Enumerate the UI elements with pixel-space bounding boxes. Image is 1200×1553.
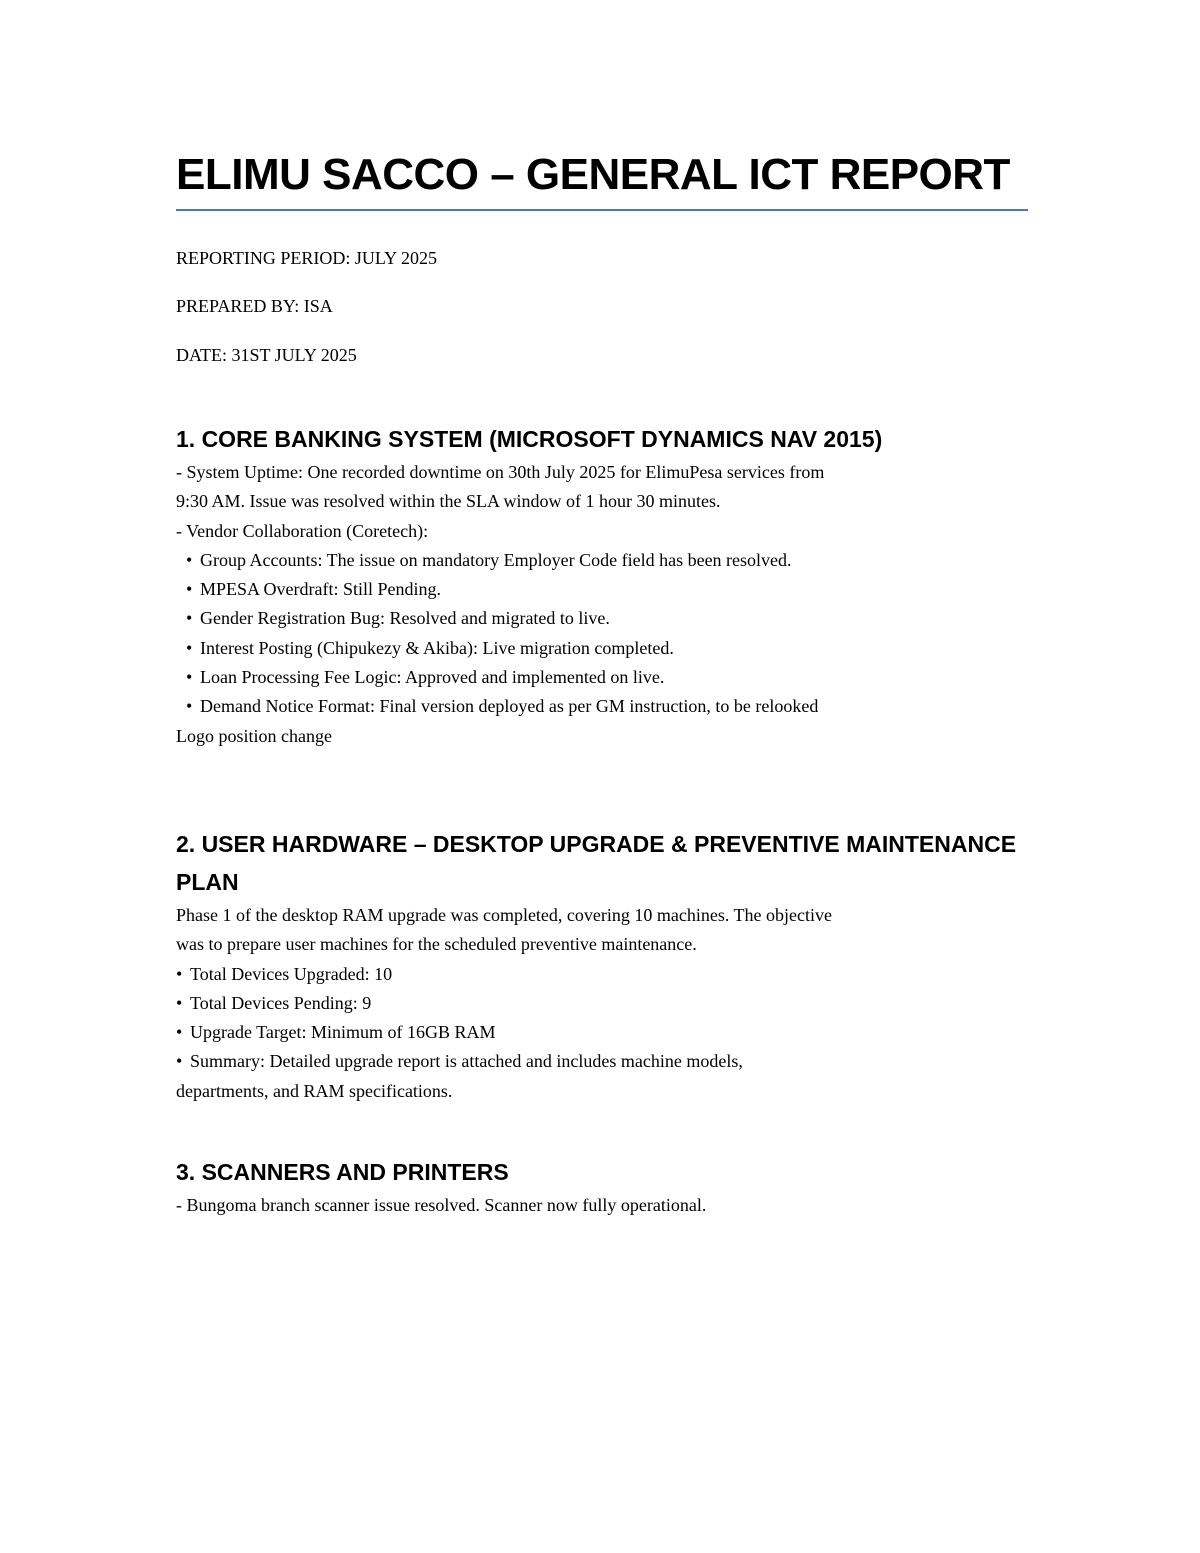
list-item (176, 663, 1028, 692)
bullet-icon: • (186, 549, 193, 570)
section-core-banking (176, 420, 1028, 751)
section-scanners-printers (176, 1153, 1028, 1220)
document-title: ELIMU SACCO – GENERAL ICT REPORT (176, 150, 1010, 199)
list-item (176, 634, 1028, 663)
list-item-text: Summary: Detailed upgrade report is attached and includes machine models, (190, 1051, 743, 1072)
list-item-text: MPESA Overdraft: Still Pending. (200, 579, 442, 600)
bullet-icon: • (186, 579, 193, 600)
list-item-text: Upgrade Target: Minimum of 16GB RAM (190, 1022, 496, 1043)
paragraph-line: was to prepare user machines for the scheduled preventive maintenance. (176, 934, 697, 955)
title-underline (176, 209, 1028, 211)
bullet-icon: • (176, 1022, 183, 1043)
bullet-icon: • (176, 992, 183, 1013)
list-item (176, 989, 1028, 1018)
bullet-icon: • (186, 696, 193, 717)
bullet-icon: • (186, 637, 193, 658)
list-item-text: Loan Processing Fee Logic: Approved and implemented on live. (200, 667, 665, 688)
list-item-text: Gender Registration Bug: Resolved and migrated to live. (200, 608, 610, 629)
section-heading (176, 825, 1028, 901)
list-item-text: Interest Posting (Chipukezy & Akiba): Live migration completed. (200, 637, 674, 658)
list-item (176, 1047, 1028, 1076)
list-item (176, 604, 1028, 633)
list-item-text: Total Devices Upgraded: 10 (190, 963, 393, 984)
bullet-icon: • (176, 963, 183, 984)
section-body (176, 901, 1028, 1106)
section-body (176, 1191, 1028, 1220)
list-item (176, 575, 1028, 604)
list-item-text: Total Devices Pending: 9 (190, 992, 372, 1013)
list-item (176, 960, 1028, 989)
section-heading-line: PLAN (176, 869, 239, 895)
section-heading: 3. SCANNERS AND PRINTERS (176, 1159, 509, 1185)
prepared-by: PREPARED BY: ISA (176, 296, 333, 316)
bullet-icon: • (186, 608, 193, 629)
paragraph-line: departments, and RAM specifications. (176, 1080, 453, 1101)
reporting-period: REPORTING PERIOD: JULY 2025 (176, 248, 437, 268)
list-item (176, 546, 1028, 575)
section-heading: 1. CORE BANKING SYSTEM (MICROSOFT DYNAMICS NAV 2015) (176, 426, 883, 452)
list-item (176, 1018, 1028, 1047)
report-date: DATE: 31ST JULY 2025 (176, 345, 357, 365)
paragraph-line: - System Uptime: One recorded downtime on 30th July 2025 for ElimuPesa services from (176, 462, 825, 482)
list-item-text: Group Accounts: The issue on mandatory Employer Code field has been resolved. (200, 549, 792, 570)
paragraph-line: - Bungoma branch scanner issue resolved. Scanner now fully operational. (176, 1195, 707, 1215)
bullet-icon: • (176, 1051, 183, 1072)
section-user-hardware (176, 825, 1028, 1106)
section-heading-line: 2. USER HARDWARE – DESKTOP UPGRADE & PREVENTIVE MAINTENANCE (176, 831, 1017, 857)
section-body (176, 458, 1028, 751)
paragraph-line: Logo position change (176, 725, 332, 746)
paragraph-line: - Vendor Collaboration (Coretech): (176, 520, 429, 541)
paragraph-line: Phase 1 of the desktop RAM upgrade was completed, covering 10 machines. The objective (176, 905, 832, 925)
paragraph-line: 9:30 AM. Issue was resolved within the SLA window of 1 hour 30 minutes. (176, 491, 721, 512)
bullet-icon: • (186, 667, 193, 688)
list-item (176, 692, 1028, 721)
list-item-text: Demand Notice Format: Final version deployed as per GM instruction, to be relooked (200, 696, 819, 717)
